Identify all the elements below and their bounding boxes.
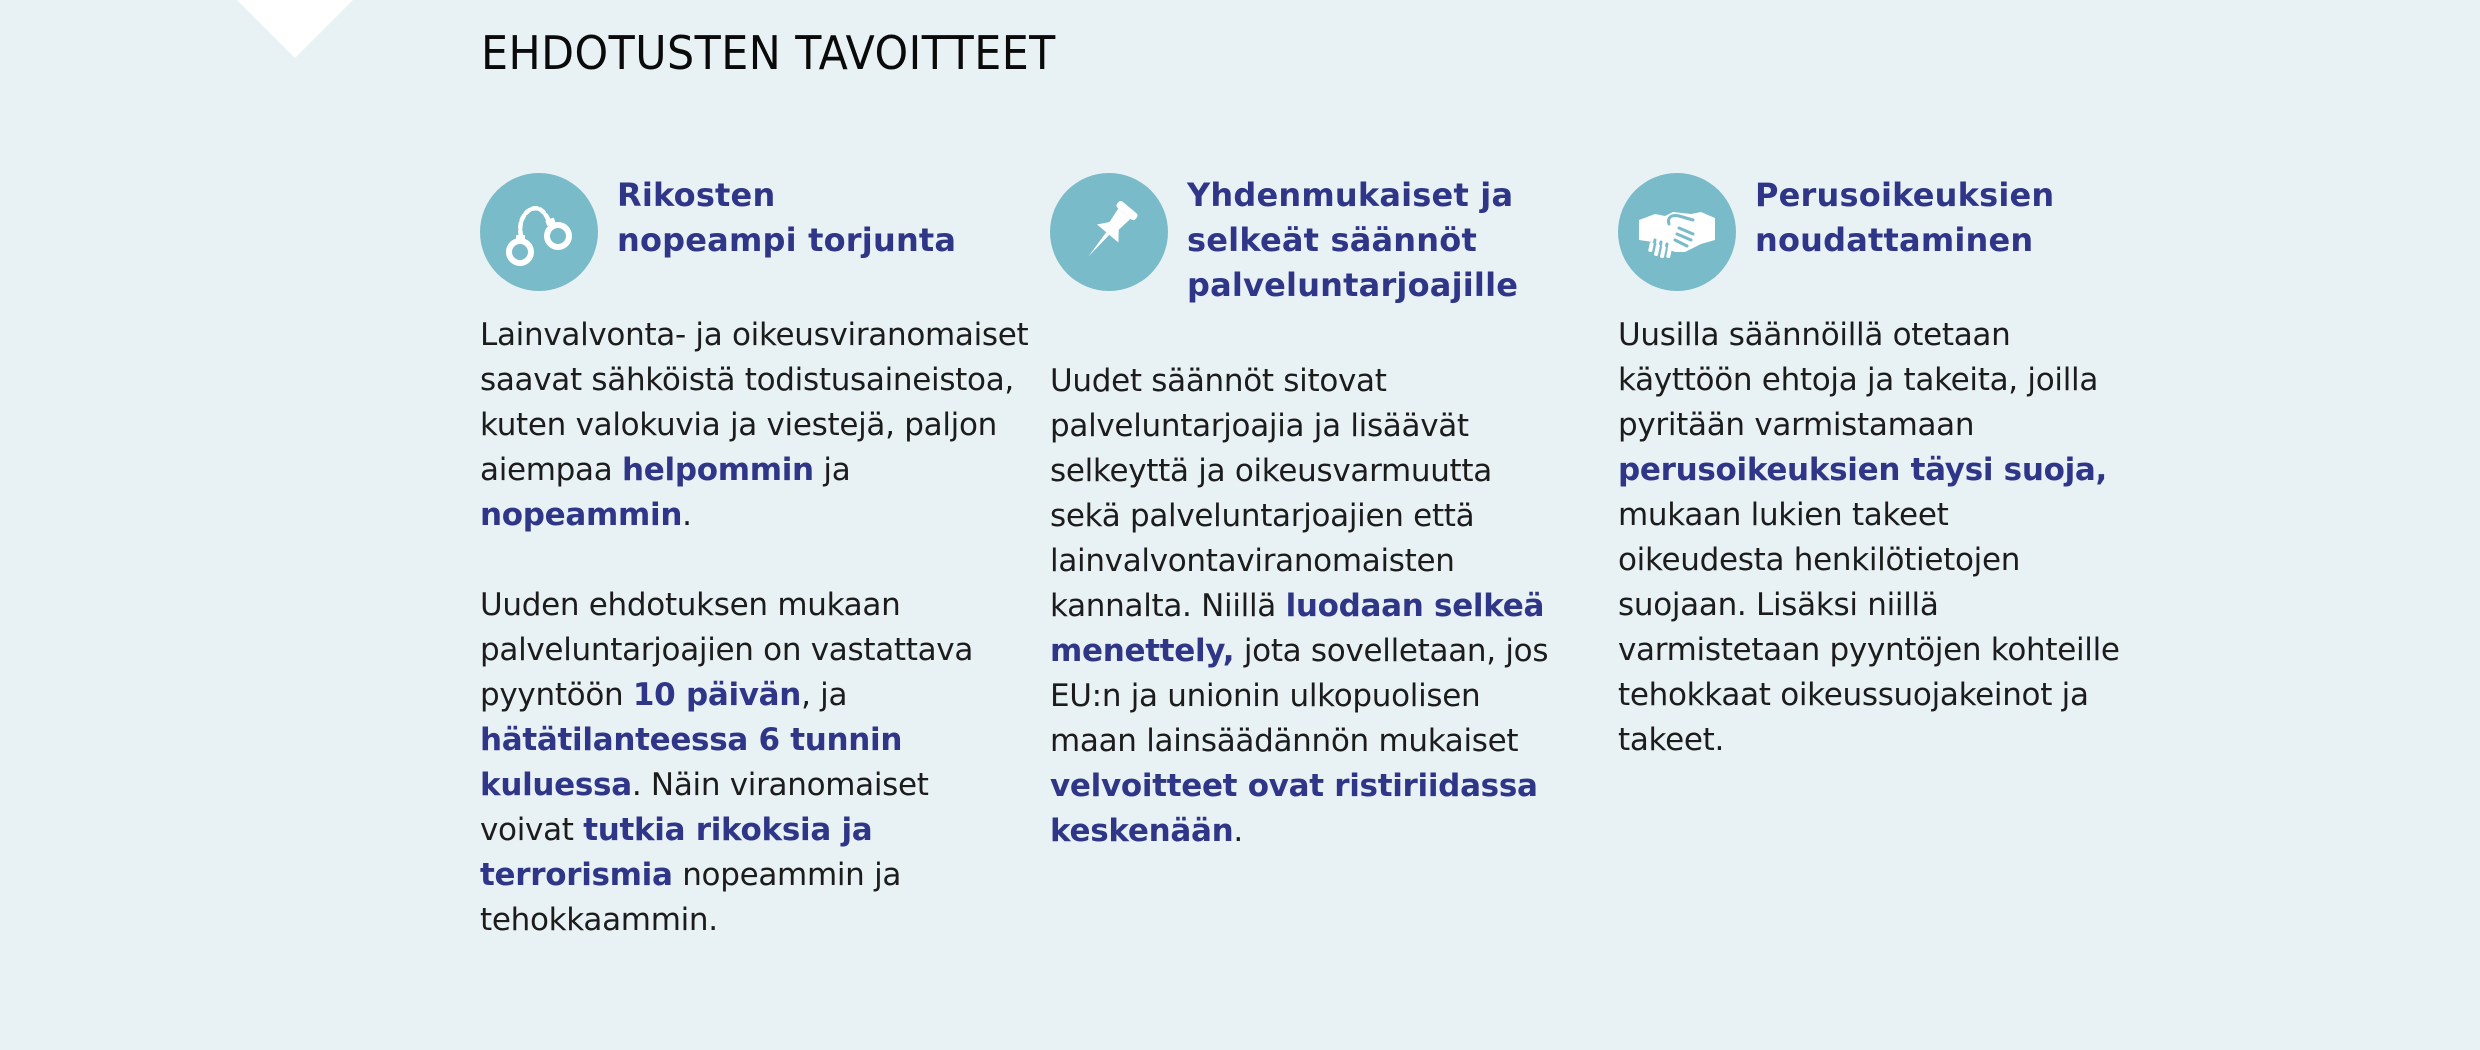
highlighted-text: 10 päivän — [632, 677, 802, 713]
body-paragraph — [1618, 313, 2178, 763]
column-title — [617, 173, 956, 263]
text-segment: ja — [813, 452, 851, 488]
highlighted-text: menettely, — [1050, 633, 1235, 669]
text-segment: Lainvalvonta- ja oikeusviranomaiset — [480, 317, 1029, 353]
text-segment: EU:n ja unionin ulkopuolisen — [1050, 678, 1481, 714]
highlighted-text: tutkia rikoksia ja — [583, 812, 873, 848]
text-segment: saavat sähköistä todistusaineistoa, — [480, 362, 1014, 398]
objective-column-crime-fighting — [480, 173, 1029, 943]
text-segment: lainvalvontaviranomaisten — [1050, 543, 1455, 579]
text-segment: varmistetaan pyyntöjen kohteille — [1618, 632, 2120, 668]
column-title-line: Rikosten — [617, 176, 776, 214]
text-segment: mukaan lukien takeet — [1618, 497, 1949, 533]
highlighted-text: terrorismia — [480, 857, 673, 893]
text-line — [480, 313, 1029, 358]
page-title: EHDOTUSTEN TAVOITTEET — [481, 26, 1056, 80]
column-title-line: palveluntarjoajille — [1187, 266, 1519, 304]
highlighted-text: nopeammin — [480, 497, 683, 533]
text-segment: tehokkaammin. — [480, 902, 718, 938]
column-body — [480, 313, 1029, 943]
column-body — [1618, 313, 2178, 763]
decorative-notch — [237, 0, 353, 58]
text-line — [480, 853, 1020, 898]
body-paragraph — [480, 313, 1029, 538]
text-segment: takeet. — [1618, 722, 1725, 758]
text-line — [1050, 494, 1590, 539]
text-line — [480, 403, 1020, 448]
text-line — [480, 673, 1020, 718]
text-line — [480, 718, 1020, 763]
text-line — [480, 898, 1020, 943]
column-title-line: nopeampi torjunta — [617, 221, 957, 259]
text-segment: , ja — [801, 677, 848, 713]
text-line — [1618, 358, 2178, 403]
text-segment: . Näin viranomaiset — [631, 767, 929, 803]
handcuffs-icon — [480, 173, 598, 291]
text-line — [480, 493, 1020, 538]
text-segment: nopeammin ja — [672, 857, 902, 893]
column-title — [1187, 173, 1518, 308]
text-line — [1618, 718, 2178, 763]
text-line — [480, 583, 1020, 628]
text-line — [1050, 449, 1590, 494]
column-title-line: Perusoikeuksien — [1755, 176, 2055, 214]
text-segment: pyyntöön — [480, 677, 633, 713]
text-segment: Uusilla säännöillä otetaan — [1618, 317, 2011, 353]
highlighted-text: keskenään — [1050, 813, 1234, 849]
highlighted-text: luodaan selkeä — [1285, 588, 1545, 624]
text-segment: palveluntarjoajien on vastattava — [480, 632, 974, 668]
text-segment: kuten valokuvia ja viestejä, paljon — [480, 407, 997, 443]
highlighted-text: velvoitteet ovat ristiriidassa — [1050, 768, 1538, 804]
text-line — [1050, 584, 1590, 629]
handshake-icon — [1618, 173, 1736, 291]
highlighted-text: perusoikeuksien täysi suoja, — [1618, 452, 2108, 488]
text-segment: Uudet säännöt sitovat — [1050, 363, 1387, 399]
text-line — [1618, 493, 2178, 538]
objective-column-fundamental-rights — [1618, 173, 2178, 763]
push-pin-icon — [1050, 173, 1168, 291]
text-line — [1618, 673, 2178, 718]
text-line — [1050, 719, 1590, 764]
text-segment: . — [1233, 813, 1243, 849]
text-line — [1050, 359, 1590, 404]
column-header — [480, 173, 1020, 313]
text-segment: Uuden ehdotuksen mukaan — [480, 587, 901, 623]
text-segment: voivat — [480, 812, 584, 848]
text-line — [480, 628, 1020, 673]
text-segment: jota sovelletaan, jos — [1234, 633, 1549, 669]
text-line — [1050, 539, 1590, 584]
text-segment: oikeudesta henkilötietojen — [1618, 542, 2021, 578]
text-line — [1050, 764, 1590, 809]
body-paragraph — [480, 583, 1020, 943]
column-body — [1050, 359, 1590, 854]
text-segment: . — [682, 497, 692, 533]
text-line — [1618, 583, 2178, 628]
text-segment: suojaan. Lisäksi niillä — [1618, 587, 1939, 623]
text-line — [1618, 403, 2178, 448]
highlighted-text: hätätilanteessa 6 tunnin — [480, 722, 903, 758]
column-header — [1618, 173, 2178, 313]
text-line — [480, 763, 1020, 808]
highlighted-text: kuluessa — [480, 767, 632, 803]
column-title — [1755, 173, 2054, 263]
objective-column-clear-rules — [1050, 173, 1590, 854]
column-title-line: noudattaminen — [1755, 221, 2034, 259]
text-line — [480, 808, 1020, 853]
text-line — [1618, 538, 2178, 583]
text-segment: käyttöön ehtoja ja takeita, joilla — [1618, 362, 2099, 398]
text-segment: palveluntarjoajia ja lisäävät — [1050, 408, 1469, 444]
text-segment: sekä palveluntarjoajien että — [1050, 498, 1475, 534]
text-line — [1618, 313, 2178, 358]
text-segment: kannalta. Niillä — [1050, 588, 1286, 624]
column-title-line: selkeät säännöt — [1187, 221, 1477, 259]
text-segment: pyritään varmistamaan — [1618, 407, 1975, 443]
highlighted-text: helpommin — [622, 452, 814, 488]
text-segment: selkeyttä ja oikeusvarmuutta — [1050, 453, 1492, 489]
column-title-line: Yhdenmukaiset ja — [1187, 176, 1514, 214]
text-line — [1050, 674, 1590, 719]
text-line — [480, 358, 1020, 403]
body-paragraph — [1050, 359, 1590, 854]
text-line — [480, 448, 1020, 493]
text-line — [1050, 629, 1590, 674]
text-line — [1618, 628, 2178, 673]
column-header — [1050, 173, 1590, 359]
text-line — [1050, 809, 1590, 854]
text-segment: tehokkaat oikeussuojakeinot ja — [1618, 677, 2089, 713]
text-line — [1618, 448, 2178, 493]
text-segment: aiempaa — [480, 452, 623, 488]
text-segment: maan lainsäädännön mukaiset — [1050, 723, 1519, 759]
text-line — [1050, 404, 1590, 449]
